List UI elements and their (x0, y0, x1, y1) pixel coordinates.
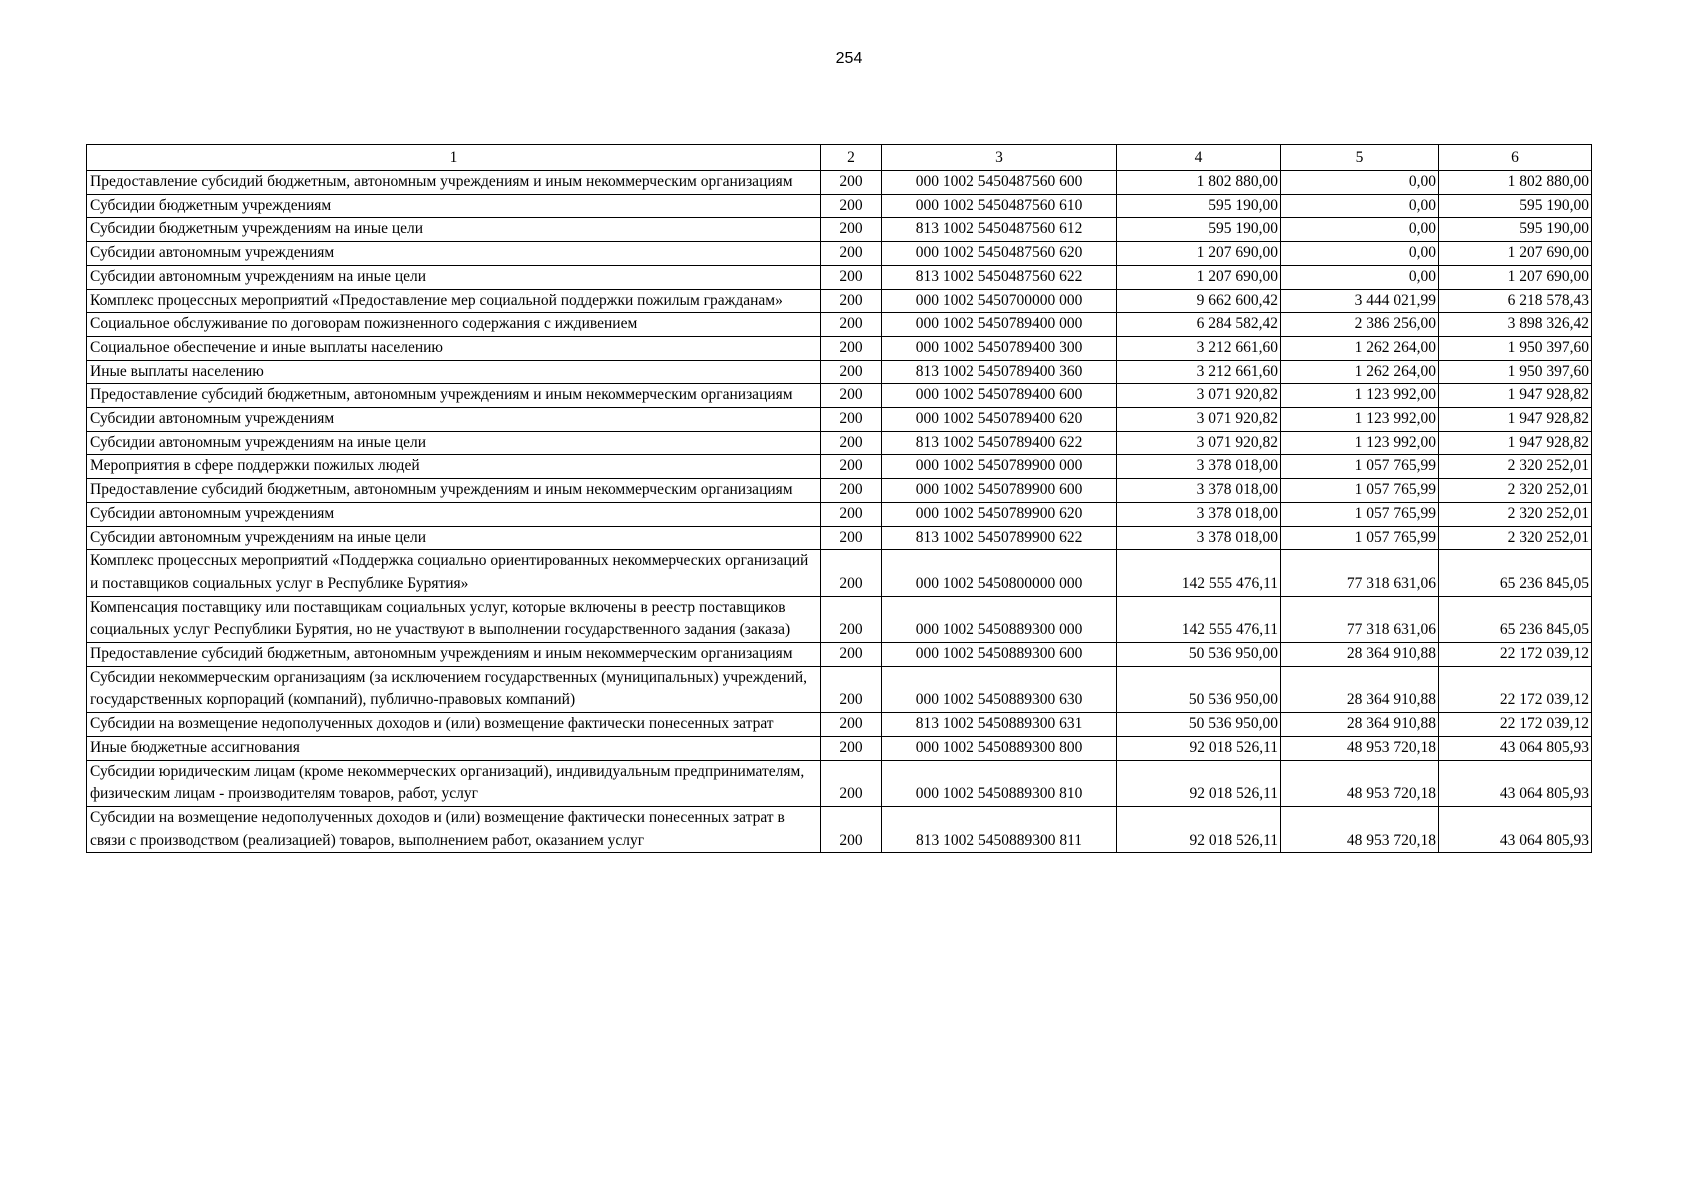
row-code-cell: 813 1002 5450487560 622 (882, 265, 1117, 289)
row-admin-cell: 200 (821, 666, 882, 712)
row-code-cell: 000 1002 5450889300 810 (882, 760, 1117, 806)
row-code-cell: 000 1002 5450789900 600 (882, 479, 1117, 503)
row-col4-cell: 595 190,00 (1117, 218, 1281, 242)
row-name-cell: Субсидии автономным учреждениям на иные цели (87, 431, 821, 455)
row-col5-cell: 1 057 765,99 (1281, 502, 1439, 526)
table-row (87, 431, 1592, 455)
row-admin-cell: 200 (821, 526, 882, 550)
row-col5-cell: 0,00 (1281, 194, 1439, 218)
row-name-cell: Субсидии автономным учреждениям (87, 408, 821, 432)
row-name-cell: Субсидии автономным учреждениям на иные цели (87, 265, 821, 289)
row-name-cell: Субсидии юридическим лицам (кроме некоммерческих организаций), индивидуальным предпринимателям, физическим лицам - производителям товаров, работ, услуг (87, 760, 821, 806)
row-admin-cell: 200 (821, 479, 882, 503)
row-col6-cell: 2 320 252,01 (1439, 502, 1592, 526)
row-col6-cell: 65 236 845,05 (1439, 550, 1592, 596)
row-code-cell: 000 1002 5450789400 300 (882, 336, 1117, 360)
row-code-cell: 000 1002 5450789400 620 (882, 408, 1117, 432)
row-col4-cell: 142 555 476,11 (1117, 550, 1281, 596)
row-col4-cell: 595 190,00 (1117, 194, 1281, 218)
row-col6-cell: 3 898 326,42 (1439, 313, 1592, 337)
table-row (87, 218, 1592, 242)
row-col4-cell: 3 378 018,00 (1117, 502, 1281, 526)
row-col6-cell: 22 172 039,12 (1439, 643, 1592, 667)
table-row (87, 760, 1592, 806)
row-admin-cell: 200 (821, 806, 882, 852)
row-col6-cell: 6 218 578,43 (1439, 289, 1592, 313)
row-col4-cell: 3 212 661,60 (1117, 360, 1281, 384)
table-body (87, 171, 1592, 853)
row-col6-cell: 1 947 928,82 (1439, 431, 1592, 455)
table-row (87, 336, 1592, 360)
row-code-cell: 813 1002 5450789900 622 (882, 526, 1117, 550)
row-code-cell: 813 1002 5450487560 612 (882, 218, 1117, 242)
row-col4-cell: 1 207 690,00 (1117, 265, 1281, 289)
row-admin-cell: 200 (821, 265, 882, 289)
row-col5-cell: 2 386 256,00 (1281, 313, 1439, 337)
page-number: 254 (835, 50, 863, 67)
row-col4-cell: 3 378 018,00 (1117, 455, 1281, 479)
row-admin-cell: 200 (821, 289, 882, 313)
row-admin-cell: 200 (821, 242, 882, 266)
row-admin-cell: 200 (821, 455, 882, 479)
row-admin-cell: 200 (821, 384, 882, 408)
row-name-cell: Предоставление субсидий бюджетным, автономным учреждениям и иным некоммерческим организациям (87, 643, 821, 667)
header-cell-5: 5 (1281, 145, 1439, 171)
row-code-cell: 000 1002 5450700000 000 (882, 289, 1117, 313)
row-col6-cell: 1 802 880,00 (1439, 171, 1592, 195)
row-col6-cell: 22 172 039,12 (1439, 713, 1592, 737)
row-code-cell: 000 1002 5450487560 600 (882, 171, 1117, 195)
row-name-cell: Субсидии на возмещение недополученных доходов и (или) возмещение фактически понесенных затрат в связи с производством (реализацией) товаров, выполнением работ, оказанием услуг (87, 806, 821, 852)
row-col5-cell: 0,00 (1281, 171, 1439, 195)
row-col6-cell: 65 236 845,05 (1439, 596, 1592, 642)
row-admin-cell: 200 (821, 431, 882, 455)
row-name-cell: Субсидии бюджетным учреждениям (87, 194, 821, 218)
header-cell-6: 6 (1439, 145, 1592, 171)
row-name-cell: Субсидии автономным учреждениям (87, 242, 821, 266)
row-name-cell: Иные выплаты населению (87, 360, 821, 384)
row-admin-cell: 200 (821, 408, 882, 432)
row-code-cell: 000 1002 5450889300 600 (882, 643, 1117, 667)
row-col4-cell: 3 378 018,00 (1117, 479, 1281, 503)
row-col5-cell: 1 057 765,99 (1281, 479, 1439, 503)
row-col6-cell: 595 190,00 (1439, 194, 1592, 218)
row-col4-cell: 3 378 018,00 (1117, 526, 1281, 550)
row-col6-cell: 2 320 252,01 (1439, 526, 1592, 550)
row-col6-cell: 43 064 805,93 (1439, 736, 1592, 760)
row-name-cell: Компенсация поставщику или поставщикам социальных услуг, которые включены в реестр поставщиков социальных услуг Республики Бурятия, но не участвуют в выполнении государственного задания (заказа) (87, 596, 821, 642)
row-col4-cell: 50 536 950,00 (1117, 643, 1281, 667)
row-name-cell: Иные бюджетные ассигнования (87, 736, 821, 760)
row-code-cell: 000 1002 5450889300 800 (882, 736, 1117, 760)
row-admin-cell: 200 (821, 736, 882, 760)
row-name-cell: Мероприятия в сфере поддержки пожилых людей (87, 455, 821, 479)
row-admin-cell: 200 (821, 502, 882, 526)
row-code-cell: 813 1002 5450889300 631 (882, 713, 1117, 737)
row-name-cell: Субсидии автономным учреждениям на иные цели (87, 526, 821, 550)
row-code-cell: 000 1002 5450789900 000 (882, 455, 1117, 479)
row-col4-cell: 3 071 920,82 (1117, 384, 1281, 408)
row-code-cell: 000 1002 5450889300 000 (882, 596, 1117, 642)
row-col4-cell: 3 212 661,60 (1117, 336, 1281, 360)
row-col6-cell: 2 320 252,01 (1439, 455, 1592, 479)
row-col6-cell: 1 950 397,60 (1439, 336, 1592, 360)
row-code-cell: 813 1002 5450889300 811 (882, 806, 1117, 852)
row-col4-cell: 92 018 526,11 (1117, 760, 1281, 806)
header-row (87, 145, 1592, 171)
row-name-cell: Социальное обслуживание по договорам пожизненного содержания с иждивением (87, 313, 821, 337)
row-col6-cell: 43 064 805,93 (1439, 806, 1592, 852)
row-admin-cell: 200 (821, 760, 882, 806)
row-name-cell: Субсидии автономным учреждениям (87, 502, 821, 526)
row-col4-cell: 9 662 600,42 (1117, 289, 1281, 313)
row-col6-cell: 43 064 805,93 (1439, 760, 1592, 806)
row-col5-cell: 77 318 631,06 (1281, 550, 1439, 596)
row-code-cell: 000 1002 5450789900 620 (882, 502, 1117, 526)
table-row (87, 313, 1592, 337)
table-row (87, 408, 1592, 432)
row-col6-cell: 1 950 397,60 (1439, 360, 1592, 384)
row-col5-cell: 48 953 720,18 (1281, 806, 1439, 852)
row-col4-cell: 142 555 476,11 (1117, 596, 1281, 642)
row-name-cell: Субсидии бюджетным учреждениям на иные цели (87, 218, 821, 242)
row-name-cell: Предоставление субсидий бюджетным, автономным учреждениям и иным некоммерческим организациям (87, 384, 821, 408)
row-name-cell: Комплекс процессных мероприятий «Поддержка социально ориентированных некоммерческих организаций и поставщиков социальных услуг в Республике Бурятия» (87, 550, 821, 596)
row-col4-cell: 50 536 950,00 (1117, 666, 1281, 712)
row-col4-cell: 92 018 526,11 (1117, 806, 1281, 852)
table-row (87, 479, 1592, 503)
row-col5-cell: 1 262 264,00 (1281, 336, 1439, 360)
row-admin-cell: 200 (821, 218, 882, 242)
row-col5-cell: 1 057 765,99 (1281, 526, 1439, 550)
table-row (87, 194, 1592, 218)
table-row (87, 713, 1592, 737)
row-admin-cell: 200 (821, 713, 882, 737)
row-col5-cell: 0,00 (1281, 218, 1439, 242)
row-col5-cell: 28 364 910,88 (1281, 643, 1439, 667)
table-row (87, 806, 1592, 852)
row-col5-cell: 1 123 992,00 (1281, 408, 1439, 432)
row-name-cell: Социальное обеспечение и иные выплаты населению (87, 336, 821, 360)
budget-table (86, 144, 1592, 853)
row-col6-cell: 1 947 928,82 (1439, 408, 1592, 432)
table-row (87, 550, 1592, 596)
row-col5-cell: 3 444 021,99 (1281, 289, 1439, 313)
row-name-cell: Предоставление субсидий бюджетным, автономным учреждениям и иным некоммерческим организациям (87, 171, 821, 195)
row-col5-cell: 1 123 992,00 (1281, 431, 1439, 455)
table-row (87, 455, 1592, 479)
table-row (87, 502, 1592, 526)
row-name-cell: Субсидии на возмещение недополученных доходов и (или) возмещение фактически понесенных затрат (87, 713, 821, 737)
row-col6-cell: 1 207 690,00 (1439, 242, 1592, 266)
header-cell-4: 4 (1117, 145, 1281, 171)
row-col5-cell: 48 953 720,18 (1281, 736, 1439, 760)
header-cell-3: 3 (882, 145, 1117, 171)
row-code-cell: 813 1002 5450789400 360 (882, 360, 1117, 384)
row-col6-cell: 2 320 252,01 (1439, 479, 1592, 503)
row-code-cell: 000 1002 5450889300 630 (882, 666, 1117, 712)
row-admin-cell: 200 (821, 336, 882, 360)
row-name-cell: Субсидии некоммерческим организациям (за исключением государственных (муниципальных) учреждений, государственных корпораций (компаний), публично-правовых компаний) (87, 666, 821, 712)
table-row (87, 596, 1592, 642)
row-code-cell: 000 1002 5450487560 610 (882, 194, 1117, 218)
row-col5-cell: 77 318 631,06 (1281, 596, 1439, 642)
row-admin-cell: 200 (821, 360, 882, 384)
row-col4-cell: 1 207 690,00 (1117, 242, 1281, 266)
row-admin-cell: 200 (821, 596, 882, 642)
row-col5-cell: 48 953 720,18 (1281, 760, 1439, 806)
row-name-cell: Предоставление субсидий бюджетным, автономным учреждениям и иным некоммерческим организациям (87, 479, 821, 503)
row-col6-cell: 1 207 690,00 (1439, 265, 1592, 289)
row-col5-cell: 1 123 992,00 (1281, 384, 1439, 408)
table-row (87, 242, 1592, 266)
row-code-cell: 813 1002 5450789400 622 (882, 431, 1117, 455)
header-cell-2: 2 (821, 145, 882, 171)
header-cell-1: 1 (87, 145, 821, 171)
table-row (87, 384, 1592, 408)
row-admin-cell: 200 (821, 550, 882, 596)
table-row (87, 736, 1592, 760)
row-col4-cell: 1 802 880,00 (1117, 171, 1281, 195)
table-row (87, 171, 1592, 195)
row-admin-cell: 200 (821, 643, 882, 667)
table-row (87, 643, 1592, 667)
row-admin-cell: 200 (821, 313, 882, 337)
row-col5-cell: 28 364 910,88 (1281, 713, 1439, 737)
row-code-cell: 000 1002 5450789400 000 (882, 313, 1117, 337)
row-name-cell: Комплекс процессных мероприятий «Предоставление мер социальной поддержки пожилым гражданам» (87, 289, 821, 313)
row-col4-cell: 3 071 920,82 (1117, 408, 1281, 432)
row-col4-cell: 92 018 526,11 (1117, 736, 1281, 760)
row-col5-cell: 28 364 910,88 (1281, 666, 1439, 712)
row-col5-cell: 0,00 (1281, 242, 1439, 266)
row-col4-cell: 3 071 920,82 (1117, 431, 1281, 455)
row-col5-cell: 1 262 264,00 (1281, 360, 1439, 384)
table-row (87, 289, 1592, 313)
table-row (87, 265, 1592, 289)
row-col6-cell: 595 190,00 (1439, 218, 1592, 242)
table-row (87, 360, 1592, 384)
row-code-cell: 000 1002 5450789400 600 (882, 384, 1117, 408)
row-col6-cell: 1 947 928,82 (1439, 384, 1592, 408)
row-code-cell: 000 1002 5450800000 000 (882, 550, 1117, 596)
table-row (87, 666, 1592, 712)
row-col4-cell: 6 284 582,42 (1117, 313, 1281, 337)
row-col5-cell: 0,00 (1281, 265, 1439, 289)
row-col4-cell: 50 536 950,00 (1117, 713, 1281, 737)
row-admin-cell: 200 (821, 194, 882, 218)
row-col6-cell: 22 172 039,12 (1439, 666, 1592, 712)
row-admin-cell: 200 (821, 171, 882, 195)
row-code-cell: 000 1002 5450487560 620 (882, 242, 1117, 266)
row-col5-cell: 1 057 765,99 (1281, 455, 1439, 479)
table-row (87, 526, 1592, 550)
